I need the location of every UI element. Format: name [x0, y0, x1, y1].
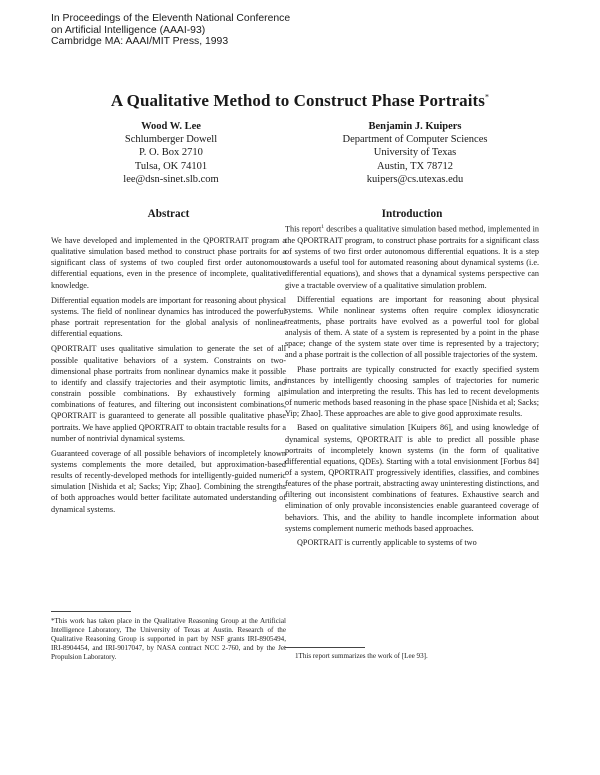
title-text: A Qualitative Method to Construct Phase Portraits — [110, 91, 486, 110]
paper-title — [0, 91, 600, 111]
intro-text: This report — [285, 224, 322, 234]
venue-note — [51, 13, 431, 48]
author-email: lee@dsn-sinet.slb.com — [123, 173, 219, 185]
abstract-paragraph: QPORTRAIT uses qualitative simulation to generate the set of all possible qualitative behaviors of a system. Constraints on two-dimensional phase portraits from nonlinear dynamics make it possible to identify and classify trajectories and their asymptotic limits, and constrain possible combinations. By exhaustively forming all combinations of features, and filtering out inconsistent combinations, QPORTRAIT is guaranteed to generate all possible qualitative phase portraits. We have applied QPORTRAIT to obtain tractable results for a number of nontrivial dynamical systems. — [51, 344, 286, 443]
intro-paragraph: Based on qualitative simulation [Kuipers 86], and using knowledge of dynamical systems, QPORTRAIT is able to predict all possible phase portraits of incompletely known systems (in the form of qualitative differential equations, QDEs). Starting with a total envisionment [Forbus 84] of a system, QPORTRAIT progressively identifies, classifies, and combines features of the phase portrait, abstracting away uninteresting distinctions, and filtering out inconsistent combinations of features. Exhaustive search and elimination of only provable inconsistencies enable guaranteed coverage of behaviors. This, and the ability to handle incomplete information about systems complement numeric methods based approaches. — [285, 423, 539, 533]
author-email: kuipers@cs.utexas.edu — [366, 173, 464, 185]
abstract-heading: Abstract — [147, 208, 190, 220]
venue-line-3: Cambridge MA: AAAI/MIT Press, 1993 — [51, 36, 229, 48]
title-footnote-mark: * — [485, 92, 490, 102]
abstract-column — [51, 235, 286, 519]
introduction-heading: Introduction — [381, 208, 443, 220]
intro-text: describes a qualitative simulation based method, implemented in the QPORTRAIT program, to construct phase portraits for a significant class of systems of two first order autonomous differential equations. It is a step towards a useful tool for automated reasoning about dynamical systems (i.e. differential equations), and shows that a dynamical systems perspective can give a tractable overview of a qualitative simulation problem. — [285, 224, 539, 290]
introduction-column — [285, 222, 539, 551]
intro-paragraph: Phase portraits are typically constructed for exactly specified system instances by intelligently choosing samples of trajectories for numeric simulation and interpreting the results. This has led to recent developments of numeric methods based reasoning in the phase space [Nishida et al; Sacks; Yip; Zhao]. These approaches are able to give good approximate results. — [285, 364, 539, 419]
footnote-acknowledgment: *This work has taken place in the Qualitative Reasoning Group at the Artificial Intelligence Laboratory, The University of Texas at Austin. Research of the Qualitative Reasoning Group is supported in part by NSF grants IRI-8905494, IRI-8904454, and IRI-9017047, by NASA contract NCC 2-760, and by the Jet Propulsion Laboratory. — [51, 617, 286, 662]
author-address-1: University of Texas — [373, 147, 457, 159]
author-address-2: Austin, TX 78712 — [377, 160, 453, 172]
footnote-report: 1This report summarizes the work of [Lee 93]. — [295, 652, 428, 660]
author-address-2: Tulsa, OK 74101 — [134, 160, 208, 172]
venue-line-2: on Artificial Intelligence (AAAI-93) — [51, 24, 206, 36]
author-address-1: P. O. Box 2710 — [139, 147, 203, 159]
footnote-divider — [51, 611, 131, 612]
footnote-mark: 1 — [321, 224, 325, 230]
author-name: Wood W. Lee — [141, 121, 201, 132]
author-block-kuipers — [275, 120, 555, 186]
intro-paragraph: QPORTRAIT is currently applicable to systems of two — [297, 537, 477, 547]
footnote-divider — [285, 647, 365, 648]
intro-paragraph: Differential equations are important for reasoning about physical systems. While nonlinear systems often require complex idiosyncratic treatments, phase portraits have evolved as a powerful tool for global analysis of them. A state of a system is represented by a point in the phase space; change of the system state over time is represented by a trajectory; and a phase portrait is the collection of all possible trajectories of the system. — [285, 294, 539, 360]
intro-paragraph — [285, 222, 539, 291]
abstract-paragraph: Guaranteed coverage of all possible behaviors of incompletely known systems complements the more detailed, but approximation-based results of recently-developed methods for intelligently-guided numeric simulation [Nishida et al; Sacks; Yip; Zhao]. Combining the strengths of both approaches would better facilitate automated understanding of dynamical systems. — [51, 448, 286, 514]
venue-line-1: In Proceedings of the Eleventh National Conference — [51, 13, 291, 24]
abstract-paragraph: We have developed and implemented in the QPORTRAIT program a qualitative simulation based method to construct phase portraits for a significant class of systems of two coupled first order autonomous differential equations, even in the presence of incomplete, qualitative knowledge. — [51, 236, 286, 290]
author-affiliation: Schlumberger Dowell — [124, 134, 218, 146]
author-name: Benjamin J. Kuipers — [368, 121, 462, 132]
abstract-paragraph: Differential equation models are important for reasoning about physical systems. The field of nonlinear dynamics has introduced the powerful phase portrait representation for the global analysis of nonlinear differential equations. — [51, 295, 286, 339]
author-affiliation: Department of Computer Sciences — [342, 134, 488, 146]
author-block-lee — [66, 120, 276, 186]
